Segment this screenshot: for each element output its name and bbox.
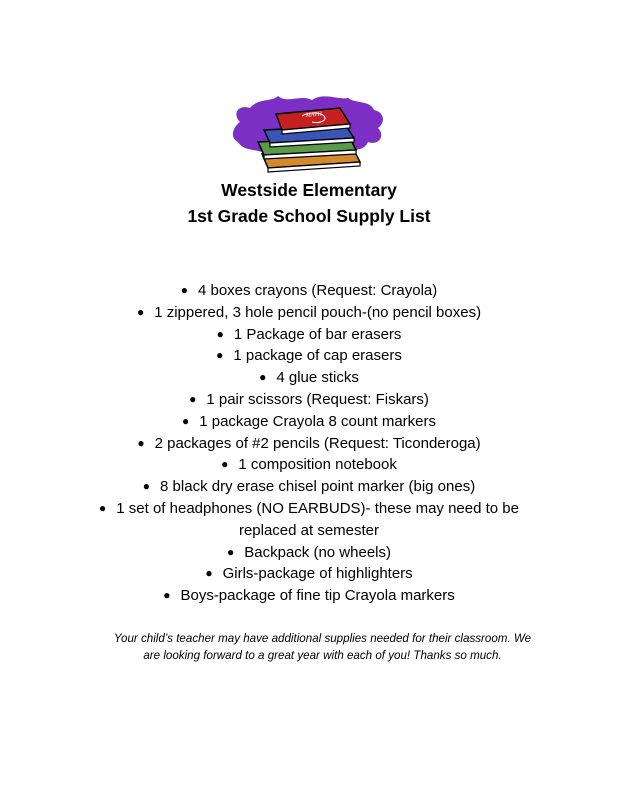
bullet-icon: ● (189, 391, 197, 406)
supply-item-text: 1 composition notebook (238, 456, 397, 474)
bullet-icon: ● (205, 566, 213, 581)
supply-item-text: 4 boxes crayons (Request: Crayola) (197, 282, 438, 299)
supply-item-text: 2 packages of #2 pencils (Request: Ticonderoga) (154, 434, 481, 452)
supply-item (70, 563, 548, 585)
list-title: 1st Grade School Supply List (187, 206, 431, 226)
teacher-note: Your child’s teacher may have additional supplies needed for their classroom. We are looking forward to a great year with each of you! Thanks so much. (113, 632, 532, 662)
supply-item-text: 1 zippered, 3 hole pencil pouch-(no pencil boxes) (154, 303, 482, 321)
supply-item (70, 324, 548, 346)
supply-item (70, 280, 548, 302)
book-stack-clipart (228, 92, 388, 174)
supply-item-text: 1 package Crayola 8 count markers (199, 412, 437, 430)
math-book-label: MATH (305, 111, 323, 119)
supply-item-text: Backpack (no wheels) (244, 543, 391, 561)
supply-item-text: Boys-package of fine tip Crayola markers (180, 587, 455, 605)
bullet-icon: ● (99, 500, 107, 515)
supply-item-text: 4 glue sticks (276, 369, 359, 387)
bullet-icon: ● (227, 544, 235, 559)
supply-item-text: Girls-package of highlighters (222, 565, 413, 583)
supply-item (70, 345, 548, 367)
bullet-icon: ● (216, 326, 224, 341)
supply-item (70, 367, 548, 389)
supply-item (70, 454, 548, 476)
school-name: Westside Elementary (221, 180, 397, 200)
supply-item (70, 476, 548, 498)
supply-item-text: 1 package of cap erasers (233, 347, 402, 365)
supply-item (70, 411, 548, 433)
supply-item (70, 389, 548, 411)
supply-item-text: 1 pair scissors (Request: Fiskars) (206, 390, 429, 408)
bullet-icon: ● (136, 304, 145, 319)
bullet-icon: ● (142, 479, 151, 494)
supply-item-text: 8 black dry erase chisel point marker (big ones) (160, 478, 476, 496)
supply-item (70, 498, 548, 542)
supply-list (70, 280, 548, 607)
supply-item (70, 433, 548, 455)
supply-item-text: 1 Package of bar erasers (233, 325, 402, 343)
bullet-icon: ● (181, 413, 190, 428)
supply-item (70, 542, 548, 564)
bullet-icon: ● (221, 457, 229, 472)
supply-item-text: 1 set of headphones (NO EARBUDS)- these may need to be replaced at semester (116, 499, 519, 539)
bullet-icon: ● (216, 348, 224, 363)
bullet-icon: ● (180, 283, 188, 297)
bullet-icon: ● (163, 588, 171, 603)
supply-item (70, 302, 548, 324)
bullet-icon: ● (137, 435, 145, 450)
supply-item (70, 585, 548, 607)
bullet-icon: ● (259, 370, 267, 385)
